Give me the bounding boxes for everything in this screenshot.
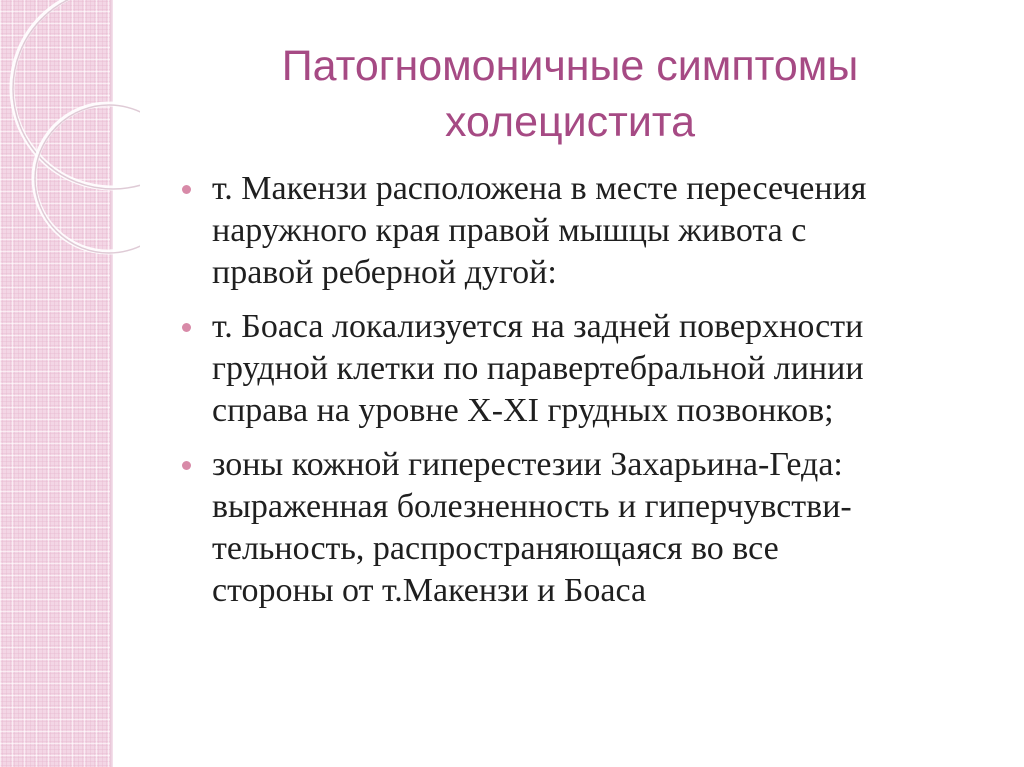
bullet-text-line: наружного края правой мышцы живота с xyxy=(212,212,807,249)
bullet-item-boas xyxy=(182,306,1002,432)
bullet-item-mackenzie xyxy=(182,168,1002,294)
decorative-rings-icon xyxy=(0,0,140,270)
bullet-dot-icon xyxy=(182,323,191,332)
bullet-text-line: зоны кожной гиперестезии Захарьина-Геда: xyxy=(212,446,843,483)
bullet-text-line: тельность, распространяющаяся во все xyxy=(212,530,779,567)
small-ring xyxy=(34,104,140,252)
title-line: холецистита xyxy=(445,98,695,146)
small-ring-shadow xyxy=(35,105,140,253)
bullet-text-line: т. Боаса локализуется на задней поверхности xyxy=(212,308,864,345)
bullet-text-line: правой реберной дугой: xyxy=(212,254,557,291)
bullet-text-line: т. Макензи расположена в месте пересечения xyxy=(212,170,867,207)
bullet-list xyxy=(182,168,1002,624)
bullet-item-zakharyin-head xyxy=(182,444,1002,612)
bullet-dot-icon xyxy=(182,185,191,194)
bullet-text-line: справа на уровне X-XI грудных позвонков; xyxy=(212,392,834,429)
bullet-text-line: выраженная болезненность и гиперчувстви- xyxy=(212,488,852,525)
large-ring xyxy=(12,0,140,188)
bullet-text-line: стороны от т.Макензи и Боаса xyxy=(212,572,647,609)
slide-title xyxy=(130,38,1010,150)
bullet-text-line: грудной клетки по паравертебральной линии xyxy=(212,350,864,387)
title-line: Патогномоничные симптомы xyxy=(281,42,859,90)
bullet-dot-icon xyxy=(182,461,191,470)
